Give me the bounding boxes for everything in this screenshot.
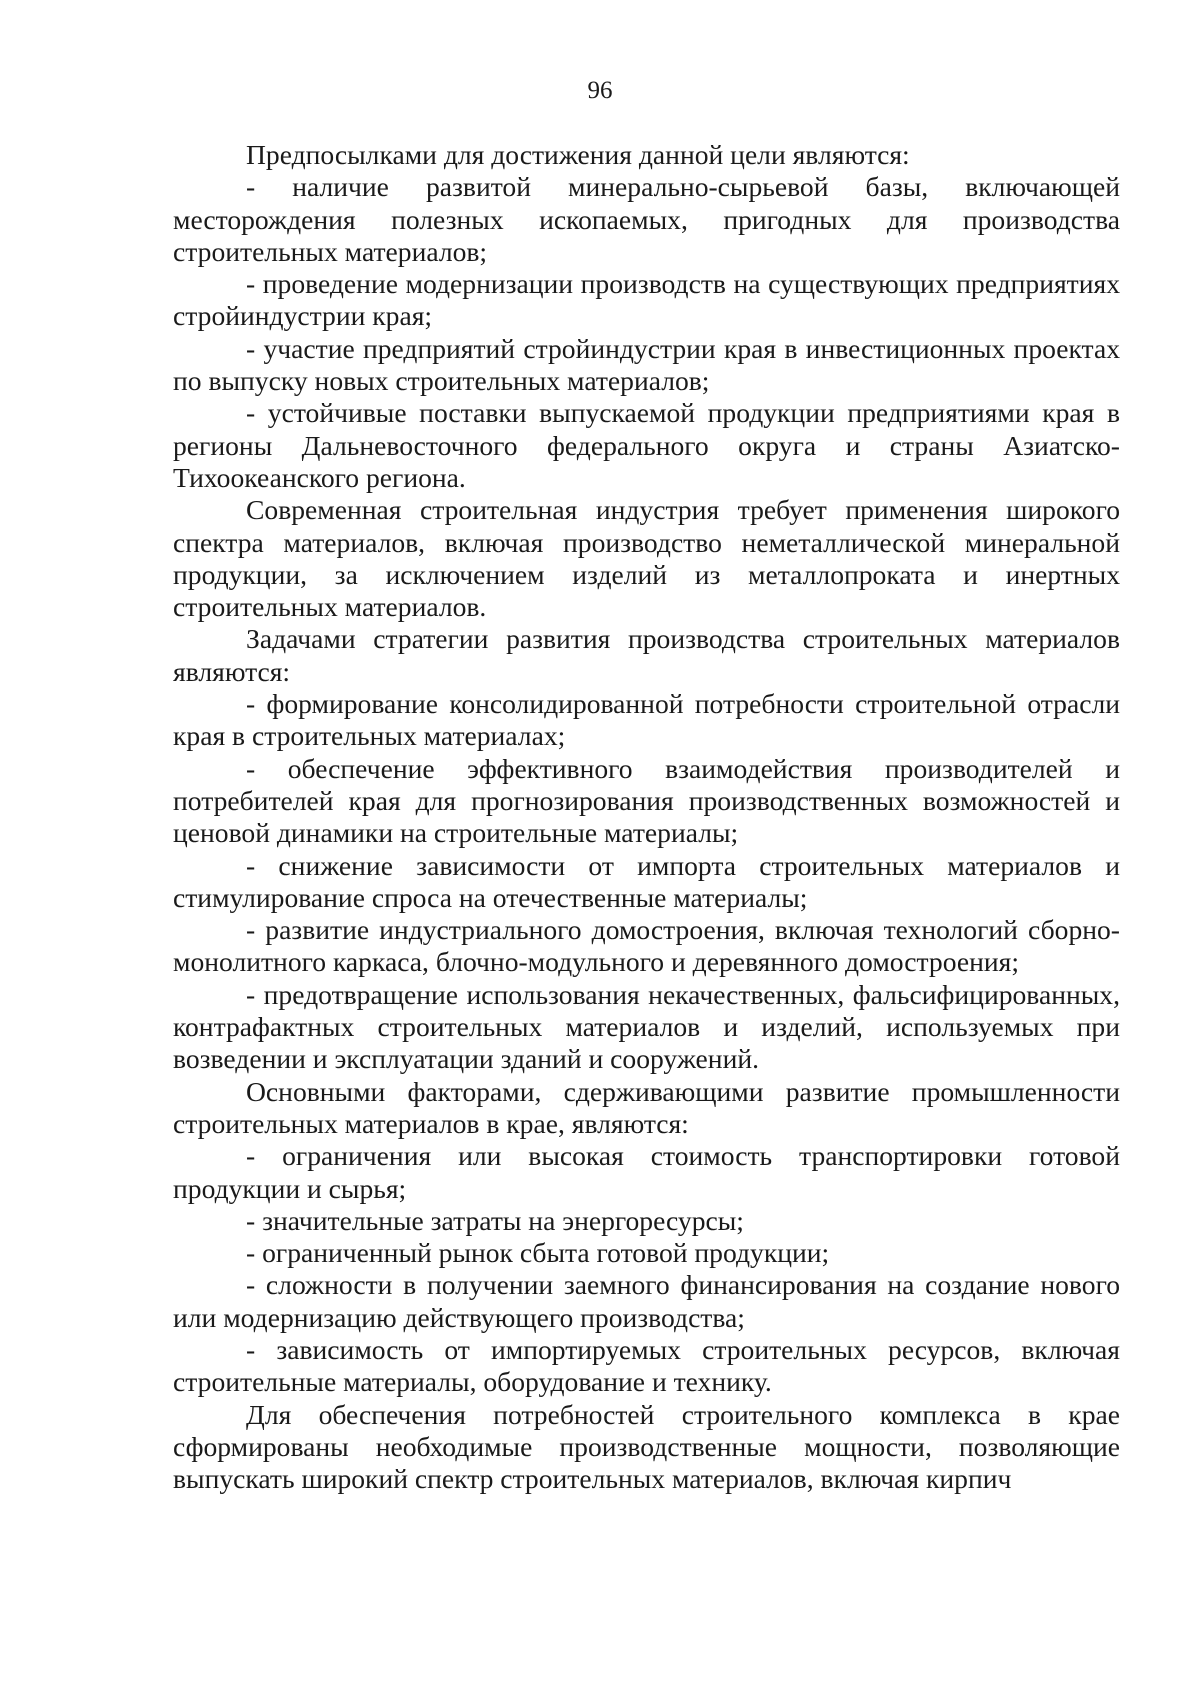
paragraph: Основными факторами, сдерживающими развитие промышленности строительных материалов в крае, являются:: [173, 1075, 1120, 1139]
list-item: - участие предприятий стройиндустрии края в инвестиционных проектах по выпуску новых строительных материалов;: [173, 332, 1120, 397]
list-item: - проведение модернизации производств на существующих предприятиях стройиндустрии края;: [173, 268, 1120, 332]
list-item: - значительные затраты на энергоресурсы;: [246, 1204, 744, 1236]
list-item: - наличие развитой минерально-сырьевой базы, включающей месторождения полезных ископаемых, пригодных для производства строительных материалов;: [173, 171, 1120, 267]
paragraph-intro: Предпосылками для достижения данной цели являются:: [246, 139, 910, 170]
list-item: - предотвращение использования некачественных, фальсифицированных, контрафактных строительных материалов и изделий, используемых при возведении и эксплуатации зданий и сооружений.: [173, 978, 1120, 1075]
paragraph: Задачами стратегии развития производства строительных материалов являются:: [173, 623, 1120, 687]
list-item: - устойчивые поставки выпускаемой продукции предприятиями края в регионы Дальневосточного федерального округа и страны Азиатско-Тихоокеанского региона.: [173, 397, 1120, 493]
document-body: [173, 139, 1120, 1495]
paragraph: Для обеспечения потребностей строительного комплекса в крае сформированы необходимые производственные мощности, позволяющие выпускать широкий спектр строительных материалов, включая кирпич: [173, 1398, 1120, 1495]
list-item: - обеспечение эффективного взаимодействия производителей и потребителей края для прогнозирования производственных возможностей и ценовой динамики на строительные материалы;: [173, 752, 1120, 849]
list-item: - формирование консолидированной потребности строительной отрасли края в строительных материалах;: [173, 688, 1120, 752]
list-item: - ограниченный рынок сбыта готовой продукции;: [246, 1237, 830, 1269]
list-item: - сложности в получении заемного финансирования на создание нового или модернизацию действующего производства;: [173, 1269, 1120, 1333]
page-number: 96: [587, 77, 613, 104]
list-item: - ограничения или высокая стоимость транспортировки готовой продукции и сырья;: [173, 1140, 1120, 1204]
list-item: - развитие индустриального домостроения, включая технологий сборно-монолитного каркаса, блочно-модульного и деревянного домостроения;: [173, 914, 1120, 978]
list-item: - снижение зависимости от импорта строительных материалов и стимулирование спроса на отечественные материалы;: [173, 849, 1120, 913]
list-item: - зависимость от импортируемых строительных ресурсов, включая строительные материалы, оборудование и технику.: [173, 1333, 1120, 1398]
paragraph: Современная строительная индустрия требует применения широкого спектра материалов, включая производство неметаллической минеральной продукции, за исключением изделий из металлопроката и инертных строительных материалов.: [173, 494, 1120, 623]
